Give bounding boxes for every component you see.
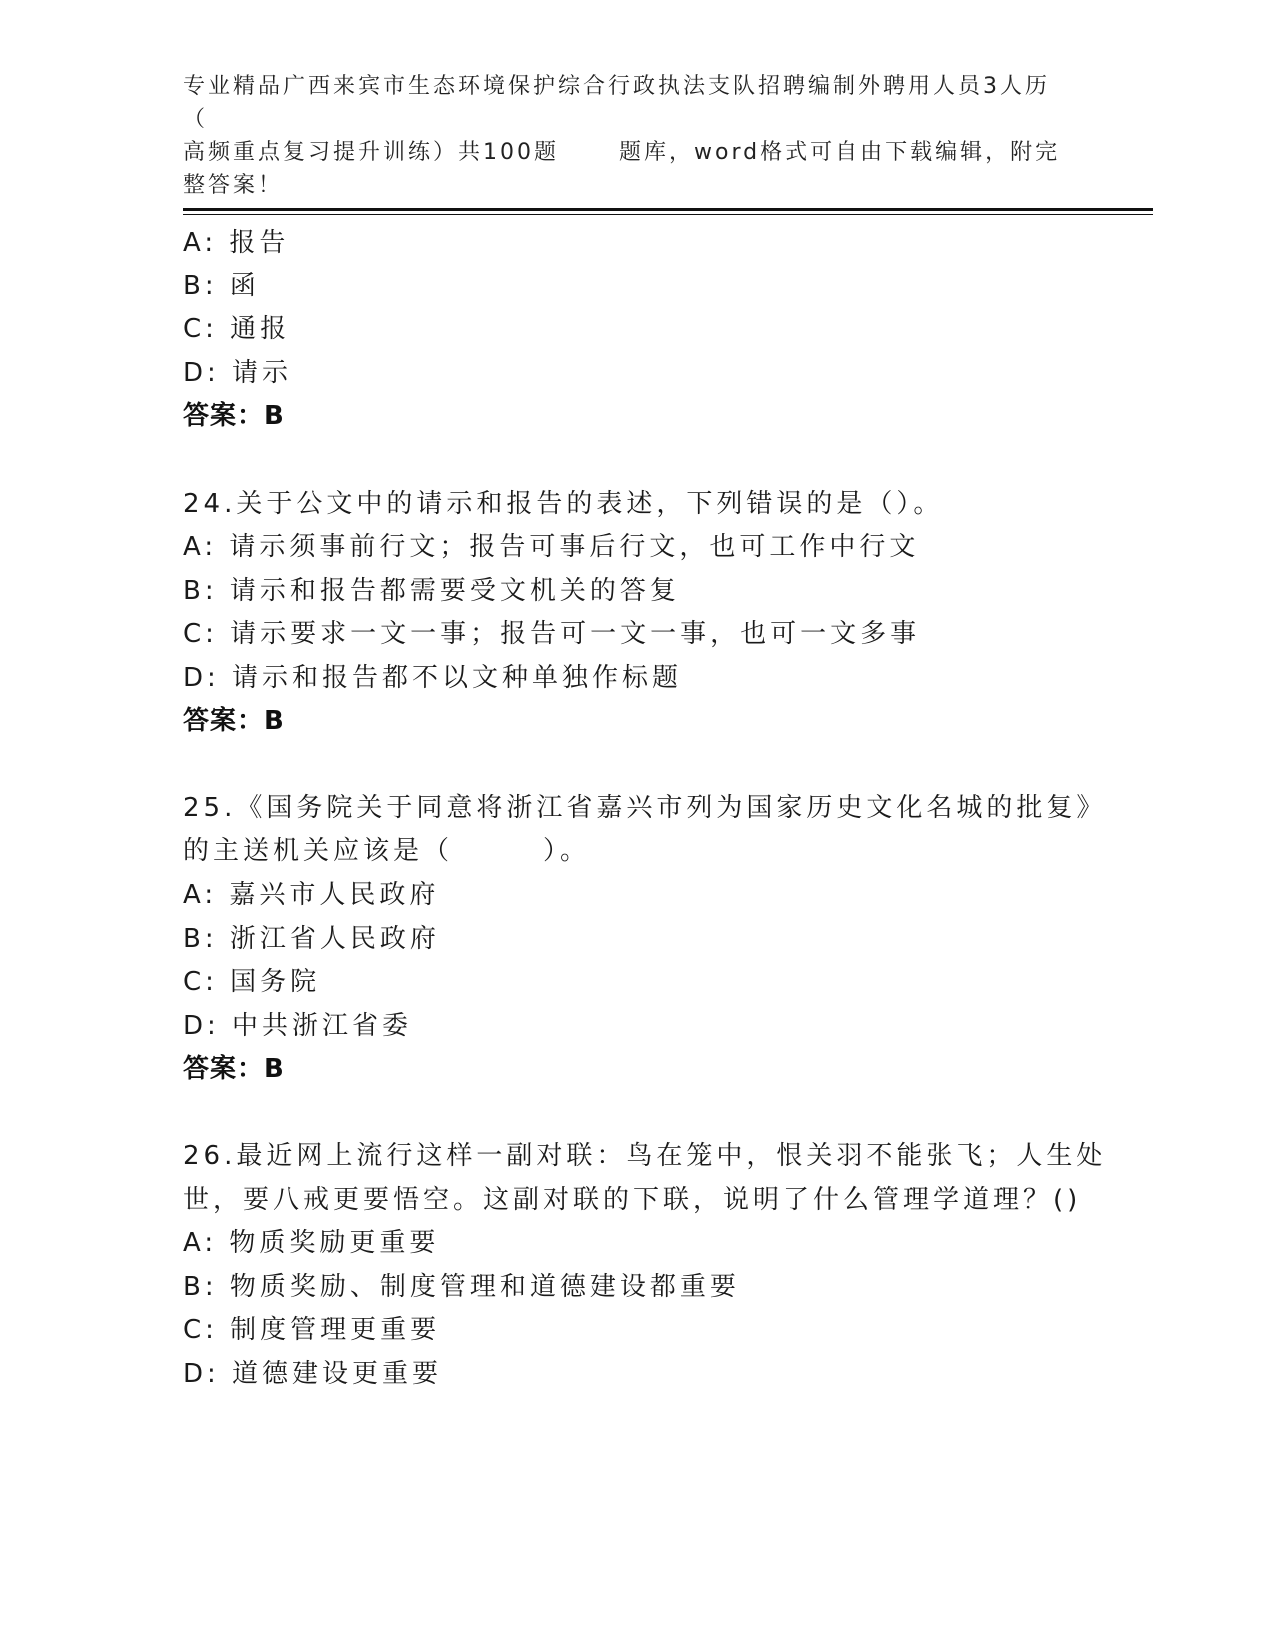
q26-stem-line-1: 26.最近网上流行这样一副对联：鸟在笼中，恨关羽不能张飞；人生处: [183, 1141, 1107, 1171]
header-line-2: [183, 136, 1063, 169]
q23-option-c: C: 通报: [183, 314, 291, 344]
q24-option-b: B: 请示和报告都需要受文机关的答复: [183, 576, 680, 606]
q26-stem-line-2: 世，要八戒更要悟空。这副对联的下联，说明了什么管理学道理？(): [183, 1185, 1082, 1215]
header-divider-thick: [183, 208, 1153, 211]
q23-answer: 答案：B: [183, 401, 285, 431]
q25-option-c: C: 国务院: [183, 967, 321, 997]
q25-stem-line-2-part-b: ）。: [543, 836, 591, 866]
q25-stem-line-2: [183, 834, 590, 868]
header-line-3: 整答案！: [183, 173, 284, 198]
q24-stem: 24.关于公文中的请示和报告的表述，下列错误的是（）。: [183, 489, 944, 519]
q25-option-d: D: 中共浙江省委: [183, 1011, 413, 1041]
q26-option-a: A: 物质奖励更重要: [183, 1228, 440, 1258]
q26-option-d: D: 道德建设更重要: [183, 1359, 443, 1389]
header-line-2-part-b: 题库，word格式可自由下载编辑，附完: [619, 140, 1061, 165]
q26-option-b: B: 物质奖励、制度管理和道德建设都重要: [183, 1272, 740, 1302]
q26-option-c: C: 制度管理更重要: [183, 1315, 441, 1345]
q24-answer: 答案：B: [183, 706, 285, 736]
q25-answer: 答案：B: [183, 1054, 285, 1084]
q24-option-d: D: 请示和报告都不以文种单独作标题: [183, 663, 683, 693]
q24-option-c: C: 请示要求一文一事；报告可一文一事，也可一文多事: [183, 619, 921, 649]
header-divider-thin: [183, 214, 1153, 215]
header-line-1: 专业精品广西来宾市生态环境保护综合行政执法支队招聘编制外聘用人员3人历（: [183, 74, 1050, 132]
q25-stem-line-1: 25.《国务院关于同意将浙江省嘉兴市列为国家历史文化名城的批复》: [183, 793, 1107, 823]
q24-option-a: A: 请示须事前行文；报告可事后行文，也可工作中行文: [183, 532, 920, 562]
q25-stem-line-2-part-a: 的主送机关应该是（: [183, 836, 454, 866]
q25-option-a: A: 嘉兴市人民政府: [183, 880, 440, 910]
header-line-2-part-a: 高频重点复习提升训练）共100题: [183, 140, 559, 165]
q25-option-b: B: 浙江省人民政府: [183, 924, 440, 954]
q23-option-a: A: 报告: [183, 228, 290, 258]
q23-option-b: B: 函: [183, 271, 260, 301]
document-header: [183, 70, 1063, 202]
q23-option-d: D: 请示: [183, 358, 293, 388]
